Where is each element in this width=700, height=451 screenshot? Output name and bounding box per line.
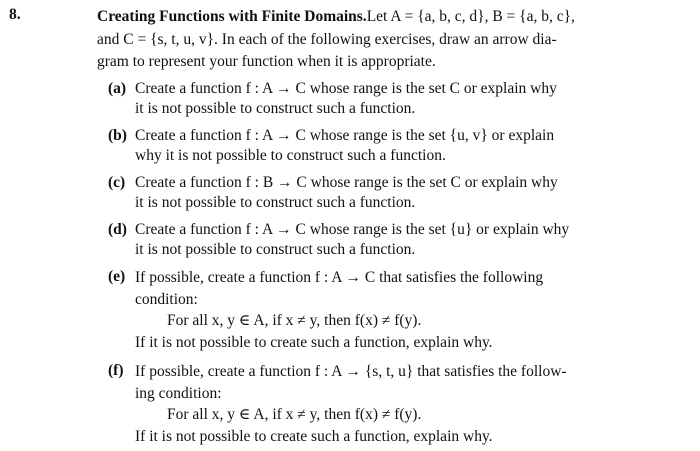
part-condition: For all x, y ∈ A, if x ≠ y, then f(x) ≠ f(y).: [167, 406, 422, 423]
part-label: (c): [108, 174, 126, 191]
part-label: (d): [108, 221, 127, 238]
part-line: Create a function f : A → C whose range is the set C or explain why: [135, 80, 557, 97]
part-label: (a): [108, 80, 127, 97]
part-body: [135, 79, 609, 119]
part-line: why it is not possible to construct such a function.: [135, 147, 446, 164]
part-body: [135, 267, 609, 353]
intro-line-3: gram to represent your function when it is appropriate.: [97, 53, 436, 70]
part-body: [135, 173, 609, 213]
part-body: [135, 220, 609, 260]
part-line: If possible, create a function f : A → {s, t, u} that satisfies the follow-: [135, 363, 567, 380]
intro-line-1-text: Let A = {a, b, c, d}, B = {a, b, c},: [366, 8, 575, 25]
part-line: it is not possible to construct such a function.: [135, 241, 416, 258]
intro-line-2: and C = {s, t, u, v}. In each of the following exercises, draw an arrow dia-: [97, 30, 557, 48]
part-line: it is not possible to construct such a function.: [135, 194, 416, 211]
part-line: If possible, create a function f : A → C that satisfies the following: [135, 269, 544, 286]
part-condition: For all x, y ∈ A, if x ≠ y, then f(x) ≠ f(y).: [167, 312, 422, 329]
part-body: [135, 126, 609, 166]
part-label: (f): [108, 362, 124, 379]
part-line: condition:: [135, 290, 198, 308]
part-line: Create a function f : A → C whose range is the set {u, v} or explain: [135, 127, 555, 144]
part-line: Create a function f : B → C whose range is the set C or explain why: [135, 174, 558, 191]
part-line: If it is not possible to create such a function, explain why.: [135, 427, 493, 445]
part-body: [135, 361, 609, 447]
part-label: (e): [108, 268, 126, 285]
problem-title: Creating Functions with Finite Domains.: [97, 8, 367, 25]
intro-line-1: [97, 6, 637, 29]
problem-number: 8.: [9, 6, 21, 23]
part-line: ing condition:: [135, 384, 222, 402]
problem-intro: [97, 6, 637, 74]
part-line: If it is not possible to create such a function, explain why.: [135, 333, 493, 351]
part-label: (b): [108, 127, 127, 144]
part-line: Create a function f : A → C whose range is the set {u} or explain why: [135, 221, 570, 238]
part-line: it is not possible to construct such a function.: [135, 100, 416, 117]
